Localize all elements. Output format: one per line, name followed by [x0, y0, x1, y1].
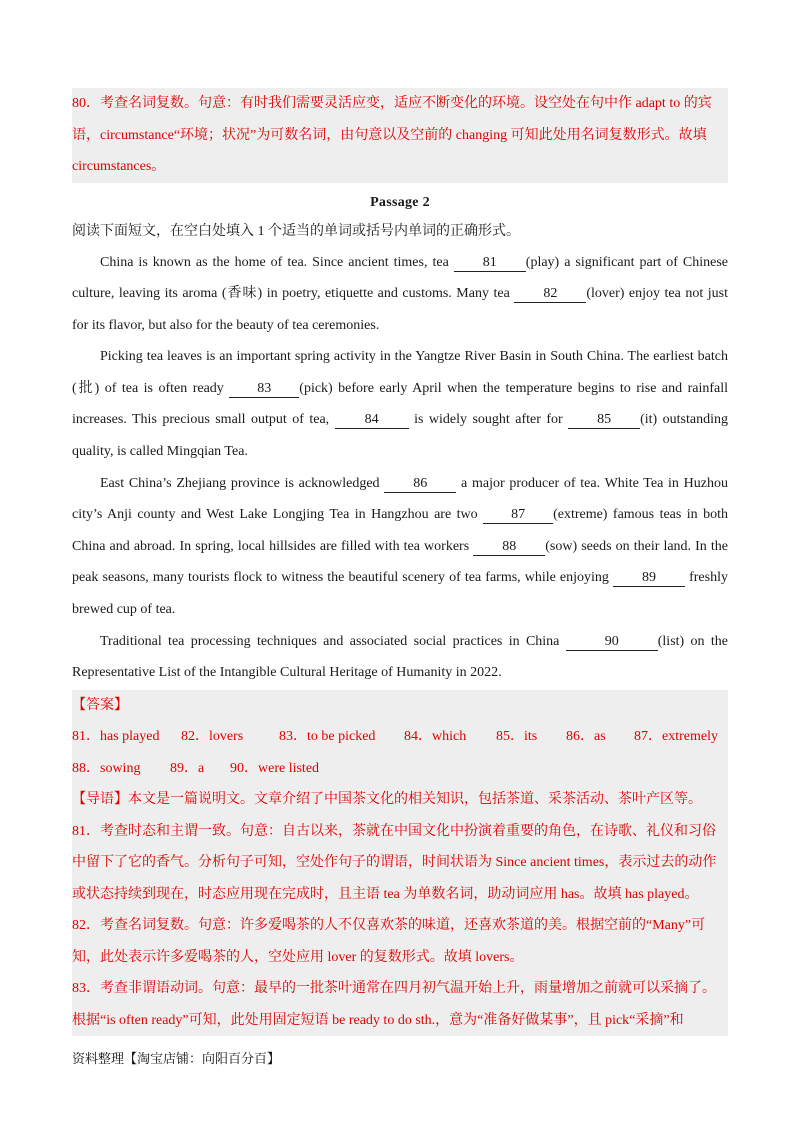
text-line: 81．考查时态和主谓一致。句意：自古以来，茶就在中国文化中扮演着重要的角色，在诗歌、礼仪和习俗	[72, 823, 716, 839]
answer-item: 88．sowing	[72, 760, 141, 776]
para-text: a major producer of tea. White Tea in Huzhou city’s Anji county and West Lake Longjing Tea in Hangzhou are two	[72, 475, 728, 523]
text-line: 知，此处表示许多爱喝茶的人，空处应用 lover 的复数形式。故填 lovers。	[72, 949, 524, 965]
para-text: is widely sought after for	[408, 412, 569, 428]
blank-82[interactable]: 82	[514, 285, 586, 303]
text-line: circumstances。	[72, 159, 166, 174]
para-text: freshly brewed cup of tea.	[72, 570, 728, 618]
blank-83[interactable]: 83	[229, 380, 299, 398]
answer-item: 84．which	[404, 729, 467, 745]
document-page	[72, 88, 728, 1036]
para-text: China is known as the home of tea. Since ancient times, tea	[100, 254, 454, 270]
blank-90[interactable]: 90	[566, 633, 658, 651]
answer-row-2	[72, 753, 728, 785]
blank-87[interactable]: 87	[483, 506, 553, 524]
para-text: (it) outstanding quality, is called Mingqian Tea.	[72, 412, 728, 460]
answer-item: 81．has played	[72, 729, 160, 745]
answer-item: 82．lovers	[181, 729, 244, 745]
blank-81[interactable]: 81	[454, 254, 526, 272]
page-footer: 资料整理【淘宝店铺：向阳百分百】	[72, 1052, 281, 1067]
para-text: Traditional tea processing techniques and associated social practices in China	[100, 633, 566, 649]
passage-title: Passage 2	[370, 194, 430, 210]
paragraph-2	[72, 341, 728, 467]
text-line: 中留下了它的香气。分析句子可知，空处作句子的谓语，时间状语为 Since ancient times，表示过去的动作	[72, 855, 717, 871]
answer-item: 83．to be picked	[279, 729, 376, 745]
text-line: 或状态持续到现在，时态应用现在完成时，且主语 tea 为单数名词，助动词应用 has。故填 has played。	[72, 886, 699, 902]
guide-intro: 【导语】本文是一篇说明文。文章介绍了中国茶文化的相关知识，包括茶道、采茶活动、茶叶产区等。	[72, 792, 702, 808]
para-text: (pick) before early April when the temperature begins to rise and rainfall increases. This precious small output of tea,	[72, 380, 728, 428]
para-text: (list) on the Representative List of the Intangible Cultural Heritage of Humanity in 2022.	[72, 633, 728, 681]
blank-84[interactable]: 84	[335, 411, 409, 429]
text-line: 根据“is often ready”可知，此处用固定短语 be ready to do sth.，意为“准备好做某事”，且 pick“采摘”和	[72, 1012, 684, 1028]
blank-86[interactable]: 86	[384, 475, 456, 493]
answer-row-1	[72, 721, 728, 753]
para-text: (play) a significant part of Chinese culture, leaving its aroma (香味) in poetry, etiquette and customs. Many tea	[72, 254, 728, 302]
blank-88[interactable]: 88	[473, 538, 545, 556]
answer-item: 90．were listed	[230, 760, 320, 776]
blank-85[interactable]: 85	[568, 411, 640, 429]
para-text: East China’s Zhejiang province is acknowledged	[100, 475, 385, 491]
para-text: (sow) seeds on their land. In the peak seasons, many tourists flock to witness the beautiful scenery of tea farms, while enjoying	[72, 538, 728, 586]
answer-heading: 【答案】	[72, 697, 128, 713]
q80-explanation	[72, 88, 728, 183]
paragraph-4	[72, 626, 728, 689]
answer-section	[72, 690, 728, 1037]
paragraph-3	[72, 468, 728, 626]
text-line: 82．考查名词复数。句意：许多爱喝茶的人不仅喜欢茶的味道，还喜欢茶道的美。根据空前的“Many”可	[72, 918, 706, 934]
instruction: 阅读下面短文，在空白处填入 1 个适当的单词或括号内单词的正确形式。	[72, 223, 520, 239]
answer-item: 87．extremely	[634, 729, 718, 745]
blank-89[interactable]: 89	[613, 569, 685, 587]
answer-item: 89．a	[170, 760, 205, 776]
answer-item: 85．its	[496, 729, 538, 745]
para-text: Picking tea leaves is an important spring activity in the Yangtze River Basin in South China. The earliest batch (批) of tea is often ready	[72, 349, 728, 396]
para-text: (extreme) famous teas in both China and abroad. In spring, local hillsides are filled with tea workers	[72, 507, 729, 554]
text-line: 80．考查名词复数。句意：有时我们需要灵活应变，适应不断变化的环境。设空处在句中作 adapt to 的宾	[72, 96, 712, 111]
text-line: 语，circumstance“环境；状况”为可数名词，由句意以及空前的 changing 可知此处用名词复数形式。故填	[72, 127, 707, 143]
answer-item: 86．as	[566, 729, 606, 745]
para-text: (lover) enjoy tea not just for its flavor, but also for the beauty of tea ceremonies.	[72, 286, 728, 333]
text-line: 83．考查非谓语动词。句意：最早的一批茶叶通常在四月初气温开始上升，雨量增加之前就可以采摘了。	[72, 981, 716, 997]
paragraph-1	[72, 247, 728, 342]
